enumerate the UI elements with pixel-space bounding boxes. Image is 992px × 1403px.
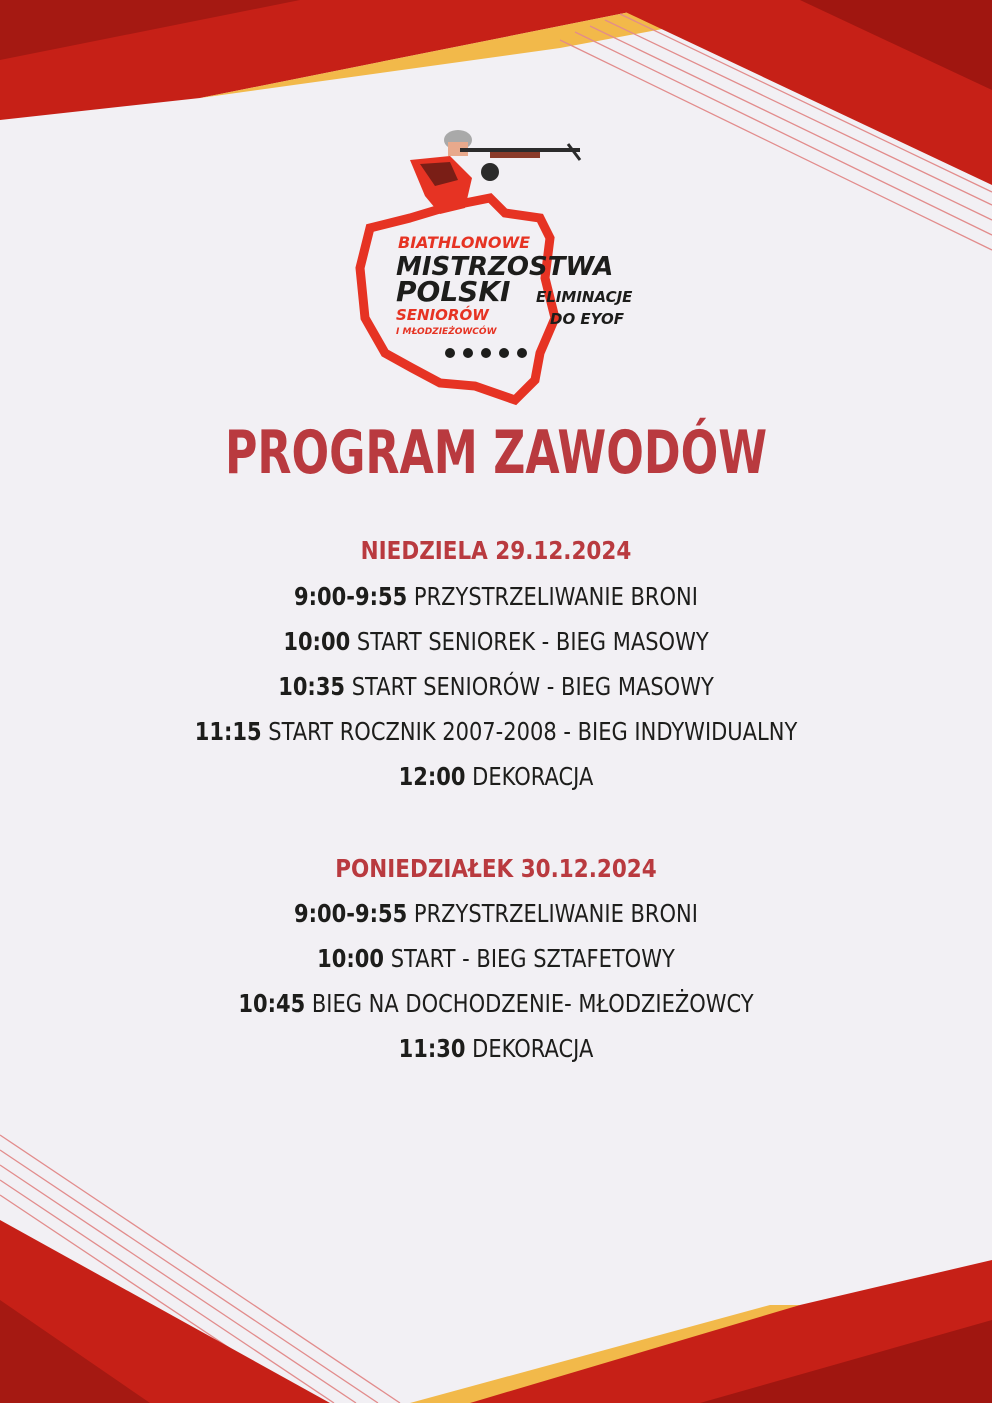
logo-dots: [445, 348, 527, 358]
schedule-row: [79, 582, 912, 611]
event-time: 9:00-9:55: [294, 899, 408, 928]
logo-line4: SENIORÓW: [396, 306, 489, 324]
logo-line5: I MŁODZIEŻOWCÓW: [396, 327, 497, 337]
event-time: 11:15: [194, 717, 262, 746]
event-time: 10:00: [317, 944, 385, 973]
event-text: BIEG NA DOCHODZENIE- MŁODZIEŻOWCY: [311, 989, 754, 1018]
event-text: START SENIOREK - BIEG MASOWY: [356, 627, 709, 656]
event-time: 10:00: [283, 627, 351, 656]
schedule-row: [79, 989, 912, 1018]
event-logo: [340, 118, 650, 408]
event-text: PRZYSTRZELIWANIE BRONI: [413, 582, 698, 611]
event-text: START SENIORÓW - BIEG MASOWY: [351, 672, 714, 701]
schedule-row: [79, 944, 912, 973]
day-heading: NIEDZIELA 29.12.2024: [360, 536, 632, 565]
page-title: PROGRAM ZAWODÓW: [224, 418, 768, 488]
event-time: 10:45: [238, 989, 306, 1018]
logo-side2: DO EYOF: [550, 310, 624, 328]
schedule-row: [79, 1034, 912, 1063]
schedule-row: [79, 672, 912, 701]
event-time: 10:35: [278, 672, 346, 701]
logo-line1: BIATHLONOWE: [398, 233, 531, 252]
event-text: START ROCZNIK 2007-2008 - BIEG INDYWIDUALNY: [268, 717, 798, 746]
event-time: 12:00: [398, 762, 466, 791]
logo-line2: MISTRZOSTWA: [396, 252, 614, 282]
day-heading: PONIEDZIAŁEK 30.12.2024: [335, 854, 657, 883]
event-time: 9:00-9:55: [294, 582, 408, 611]
event-text: PRZYSTRZELIWANIE BRONI: [413, 899, 698, 928]
schedule-row: [79, 717, 912, 746]
schedule-row: [79, 762, 912, 791]
schedule-row: [79, 627, 912, 656]
schedule-row: [79, 899, 912, 928]
logo-line3: POLSKI: [396, 275, 511, 308]
event-text: DEKORACJA: [472, 1034, 594, 1063]
event-time: 11:30: [398, 1034, 466, 1063]
event-text: START - BIEG SZTAFETOWY: [390, 944, 675, 973]
event-text: DEKORACJA: [472, 762, 594, 791]
logo-side1: ELIMINACJE: [536, 288, 633, 306]
